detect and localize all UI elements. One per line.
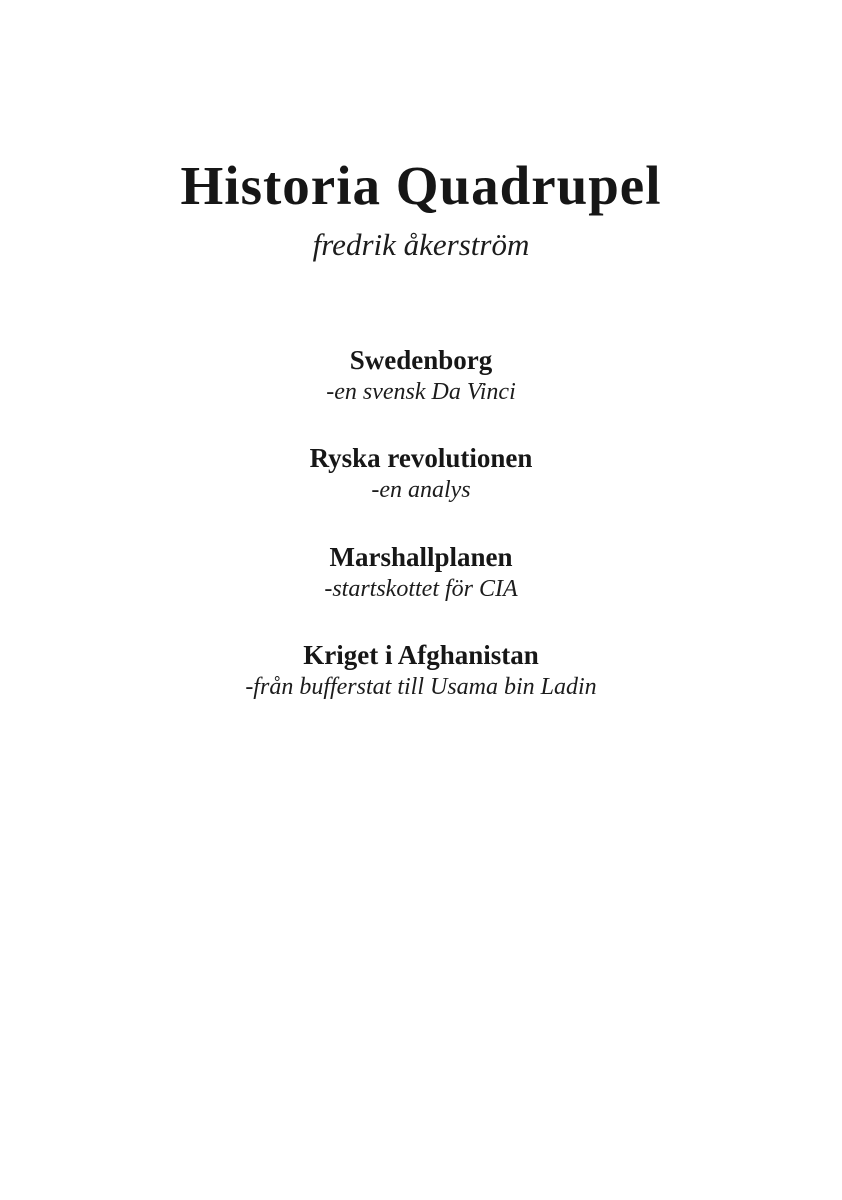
section-subtitle-swedenborg: -en svensk Da Vinci [326, 378, 516, 405]
section-heading-ryska-revolutionen: Ryska revolutionen [309, 443, 533, 474]
contents-list [0, 345, 842, 703]
section-heading-swedenborg: Swedenborg [349, 344, 493, 375]
section-heading-marshallplanen: Marshallplanen [329, 541, 513, 572]
page-title: Historia Quadrupel [180, 155, 662, 216]
list-item [0, 542, 842, 604]
author-name: fredrik åkerström [312, 226, 530, 262]
list-item [0, 443, 842, 505]
section-subtitle-ryska-revolutionen: -en analys [371, 477, 471, 504]
section-heading-kriget-i-afghanistan: Kriget i Afghanistan [303, 640, 539, 671]
section-subtitle-marshallplanen: -startskottet för CIA [324, 575, 518, 602]
section-subtitle-kriget-i-afghanistan: -från bufferstat till Usama bin Ladin [245, 674, 597, 701]
list-item [0, 345, 842, 407]
list-item [0, 640, 842, 702]
